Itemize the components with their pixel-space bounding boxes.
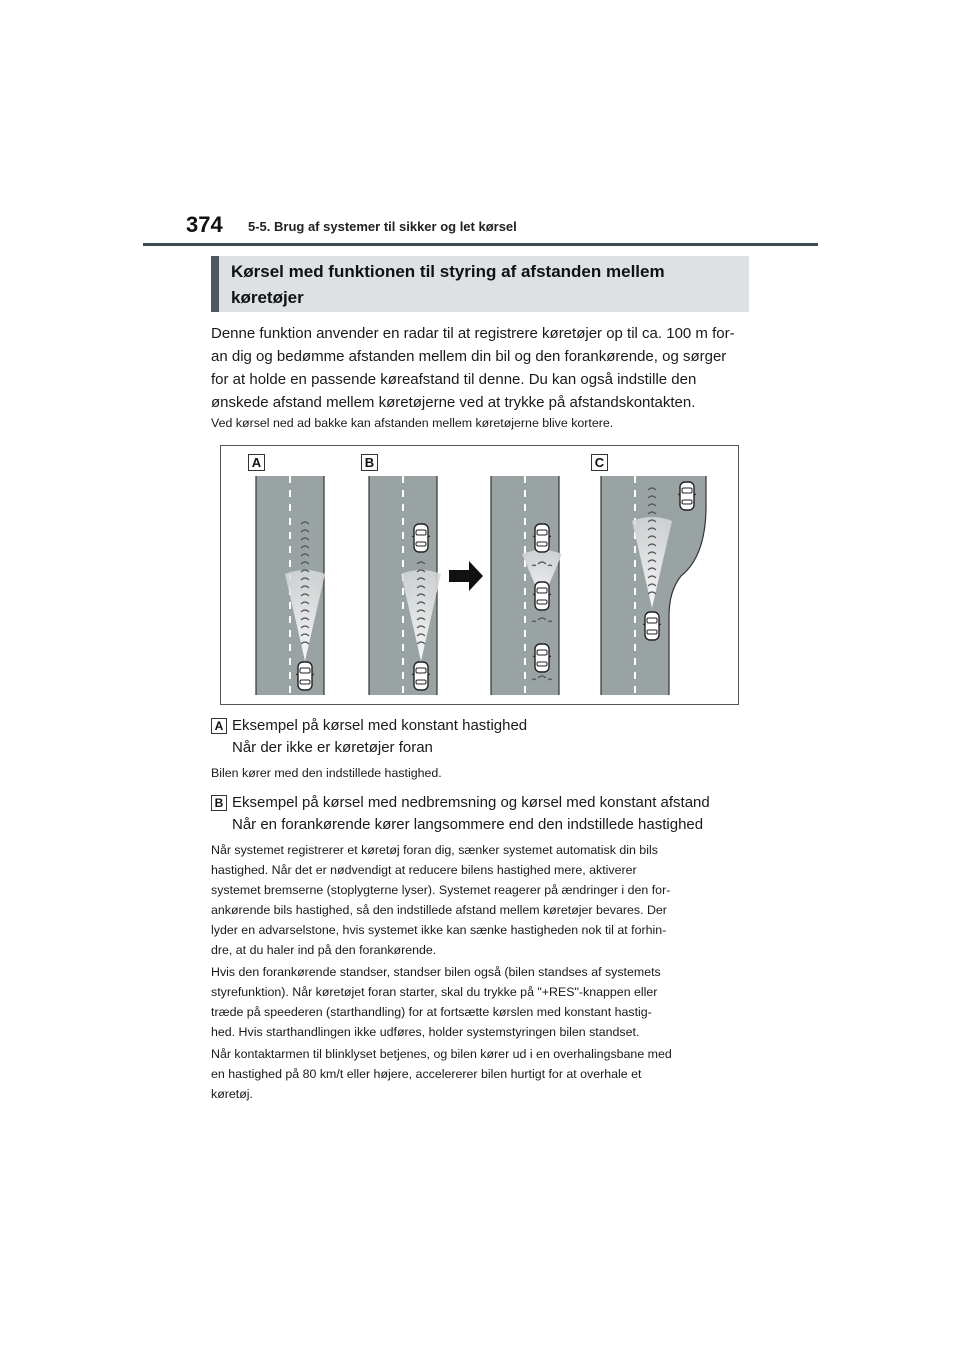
item-b-title: Eksempel på kørsel med nedbremsning og kørsel med konstant afstand — [232, 794, 710, 811]
section-heading — [211, 256, 749, 312]
lead-car-b — [412, 524, 430, 552]
figure-label-b: B — [361, 454, 378, 471]
item-b-p1-line-2: hastighed. Når det er nødvendigt at reducere bilens hastighed mere, aktiverer — [211, 863, 637, 877]
acc-diagram-illustration — [221, 446, 740, 706]
lead-car-b2 — [533, 524, 551, 552]
acc-diagram — [220, 445, 739, 705]
intro-line-4: ønskede afstand mellem køretøjerne ved at trykke på afstandskontakten. — [211, 394, 696, 411]
intro-line-1: Denne funktion anvender en radar til at registrere køretøjer op til ca. 100 m for- — [211, 325, 735, 342]
item-b-p2-line-1: Hvis den forankørende standser, standser bilen også (bilen standses af systemets — [211, 965, 661, 979]
item-b-subtitle: Når en forankørende kører langsommere end den indstillede hastighed — [232, 816, 704, 833]
page-number: 374 — [186, 212, 223, 237]
item-b-p1-line-4: ankørende bils hastighed, så den indstillede afstand mellem køretøjer bevares. Der — [211, 903, 667, 917]
downhill-note: Ved kørsel ned ad bakke kan afstanden mellem køretøjerne blive kortere. — [211, 416, 614, 430]
item-b-p1-line-3: systemet bremserne (stoplygterne lyser). Systemet reagerer på ændringer i den for- — [211, 883, 671, 897]
item-b-p3-line-1: Når kontaktarmen til blinklyset betjenes, og bilen kører ud i en overhalingsbane med — [211, 1047, 672, 1061]
intro-line-2: an dig og bedømme afstanden mellem din bil og den forankørende, og sørger — [211, 348, 727, 365]
own-car-c — [643, 612, 661, 640]
right-arrow-icon — [449, 561, 483, 591]
header-rule — [143, 243, 818, 246]
heading-line-2: køretøjer — [231, 288, 304, 307]
item-a-badge: A — [211, 718, 227, 734]
item-b-badge: B — [211, 795, 227, 811]
item-a-title: Eksempel på kørsel med konstant hastighed — [232, 717, 528, 734]
own-car-b2-start — [533, 644, 551, 672]
item-b-p2-line-2: styrefunktion). Når køretøjet foran starter, skal du trykke på "+RES"-knappen eller — [211, 985, 658, 999]
item-b-p3-line-3: køretøj. — [211, 1087, 253, 1101]
item-b-p1-line-6: dre, at du haler ind på den forankørende. — [211, 943, 437, 957]
own-car-a — [296, 662, 314, 690]
item-b-p3-line-2: en hastighed på 80 km/t eller højere, accelererer bilen hurtigt for at overhale et — [211, 1067, 642, 1081]
heading-line-1: Kørsel med funktionen til styring af afstanden mellem — [231, 262, 665, 281]
section-reference: 5-5. Brug af systemer til sikker og let kørsel — [248, 219, 517, 234]
item-a-subtitle: Når der ikke er køretøjer foran — [232, 739, 433, 756]
figure-label-a: A — [248, 454, 265, 471]
item-b-p2-line-3: træde på speederen (starthandling) for at fortsætte kørslen med konstant hastig- — [211, 1005, 652, 1019]
figure-label-c: C — [591, 454, 608, 471]
intro-line-3: for at holde en passende køreafstand til denne. Du kan også indstille den — [211, 371, 697, 388]
own-car-b — [412, 662, 430, 690]
own-car-b2 — [533, 582, 551, 610]
item-b-p2-line-4: hed. Hvis starthandlingen ikke udføres, holder systemstyringen bilen standset. — [211, 1025, 640, 1039]
item-b-p1-line-5: lyder en advarselstone, hvis systemet ikke kan sænke hastigheden nok til at forhin- — [211, 923, 667, 937]
lead-car-c — [678, 482, 696, 510]
item-b-p1-line-1: Når systemet registrerer et køretøj foran dig, sænker systemet automatisk din bils — [211, 843, 658, 857]
item-a-text: Bilen kører med den indstillede hastighed. — [211, 766, 442, 780]
